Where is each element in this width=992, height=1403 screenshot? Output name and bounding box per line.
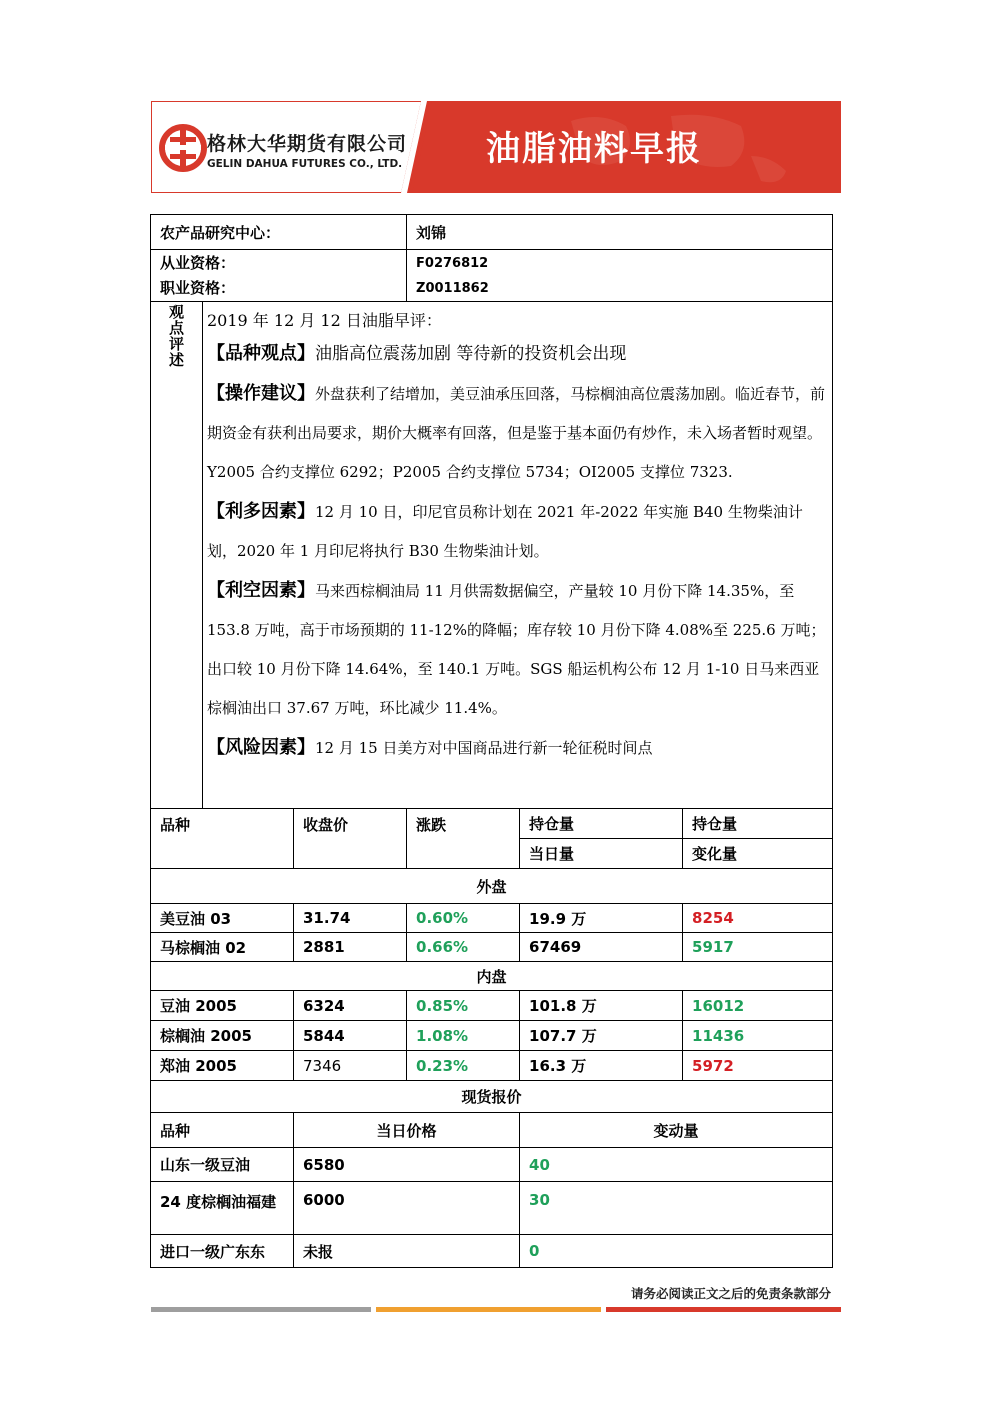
- cert2-value: Z0011862: [416, 280, 489, 296]
- change-cell: 0.85%: [407, 991, 520, 1021]
- oi-change-cell: 5972: [683, 1051, 833, 1081]
- table-row: [151, 991, 833, 1021]
- table-row: [151, 1148, 833, 1182]
- certification-row: [151, 250, 833, 302]
- header-variety: 品种: [151, 809, 294, 869]
- close-cell: 5844: [294, 1021, 407, 1051]
- analyst-name: 刘锦: [407, 215, 833, 250]
- company-name-cn: 格林大华期货有限公司: [207, 133, 408, 155]
- commentary-body: [203, 302, 833, 809]
- footer-color-bar: [151, 1307, 841, 1312]
- advice-tag: 【操作建议】: [207, 383, 315, 404]
- variety-cell: 郑油 2005: [151, 1051, 294, 1081]
- table-row: [151, 904, 833, 933]
- report-table: [150, 214, 833, 1268]
- spot-section-row: [151, 1081, 833, 1113]
- risk-tag: 【风险因素】: [207, 737, 315, 758]
- close-cell: 6324: [294, 991, 407, 1021]
- spot-price-cell: 6580: [294, 1148, 520, 1182]
- oi-change-cell: 16012: [683, 991, 833, 1021]
- close-cell: 31.74: [294, 904, 407, 933]
- bearish-tag: 【利空因素】: [207, 580, 315, 601]
- header-oi-top: 持仓量: [520, 809, 683, 839]
- change-cell: 0.66%: [407, 933, 520, 962]
- table-row: [151, 933, 833, 962]
- variety-cell: 马棕榈油 02: [151, 933, 294, 962]
- spot-header-change: 变动量: [520, 1113, 833, 1148]
- spot-price-cell: 6000: [294, 1182, 520, 1235]
- section-foreign: 外盘: [151, 869, 833, 904]
- oi-change-cell: 11436: [683, 1021, 833, 1051]
- spot-change-cell: 40: [520, 1148, 833, 1182]
- oi-cell: 101.8 万: [520, 991, 683, 1021]
- change-cell: 0.60%: [407, 904, 520, 933]
- cert1-value: F0276812: [416, 255, 489, 271]
- table-row: [151, 1182, 833, 1235]
- advice-text: 外盘获利了结增加，美豆油承压回落，马棕榈油高位震荡加剧。临近春节，前期资金有获利出局要求，期价大概率有回落，但是鉴于基本面仍有炒作，未入场者暂时观望。Y2005 合约支撑位 6292；P2005 合约支撑位 5734；OI2005 支撑位 7323.: [207, 385, 826, 481]
- oi-change-cell: 8254: [683, 904, 833, 933]
- header-oi-bottom: 当日量: [520, 839, 683, 869]
- research-center-label: 农产品研究中心：: [151, 215, 407, 250]
- oi-cell: 19.9 万: [520, 904, 683, 933]
- section-domestic: 内盘: [151, 962, 833, 991]
- risk-text: 12 月 15 日美方对中国商品进行新一轮征税时间点: [315, 739, 653, 757]
- analyst-row: [151, 215, 833, 250]
- cert1-label: 从业资格：: [160, 253, 236, 272]
- commentary-side-label: 观 点 评 述: [151, 302, 203, 809]
- change-cell: 1.08%: [407, 1021, 520, 1051]
- oi-cell: 16.3 万: [520, 1051, 683, 1081]
- company-name-en: GELIN DAHUA FUTURES CO., LTD.: [207, 158, 403, 170]
- header-close: 收盘价: [294, 809, 407, 869]
- change-cell: 0.23%: [407, 1051, 520, 1081]
- oi-cell: 107.7 万: [520, 1021, 683, 1051]
- header-change: 涨跌: [407, 809, 520, 869]
- table-row: [151, 1051, 833, 1081]
- spot-header-row: [151, 1113, 833, 1148]
- variety-cell: 美豆油 03: [151, 904, 294, 933]
- table-row: [151, 1235, 833, 1268]
- oi-cell: 67469: [520, 933, 683, 962]
- spot-variety-cell: 24 度棕榈油福建: [151, 1182, 294, 1235]
- spot-price-cell: 未报: [294, 1235, 520, 1268]
- spot-variety-cell: 进口一级广东东: [151, 1235, 294, 1268]
- report-title: 油脂油料早报: [486, 129, 702, 169]
- bullish-text: 12 月 10 日，印尼官员称计划在 2021 年-2022 年实施 B40 生物柴油计划，2020 年 1 月印尼将执行 B30 生物柴油计划。: [207, 503, 803, 560]
- company-logo-icon: [162, 127, 204, 169]
- view-tag: 【品种观点】: [207, 343, 315, 364]
- cert2-label: 职业资格：: [160, 278, 236, 297]
- commentary-title: 2019 年 12 月 12 日油脂早评：: [207, 311, 442, 330]
- table-row: [151, 1021, 833, 1051]
- section-domestic-row: [151, 962, 833, 991]
- variety-cell: 棕榈油 2005: [151, 1021, 294, 1051]
- report-header: [151, 101, 841, 193]
- bullish-tag: 【利多因素】: [207, 501, 315, 522]
- close-cell: 2881: [294, 933, 407, 962]
- close-cell: 7346: [294, 1051, 407, 1081]
- oi-change-cell: 5917: [683, 933, 833, 962]
- bearish-text: 马来西棕榈油局 11 月供需数据偏空，产量较 10 月份下降 14.35%，至 153.8 万吨，高于市场预期的 11-12%的降幅；库存较 10 月份下降 4.08%至 225.6 万吨；出口较 10 月份下降 14.64%，至 140.1 万吨。SGS 船运机构公布 12 月 1-10 日马来西亚棕榈油出口 37.67 万吨，环比减少 11.4%。: [207, 582, 826, 717]
- section-spot: 现货报价: [151, 1081, 833, 1113]
- disclaimer-note: 请务必阅读正文之后的免责条款部分: [630, 1286, 831, 1301]
- spot-change-cell: 30: [520, 1182, 833, 1235]
- spot-header-price: 当日价格: [294, 1113, 520, 1148]
- spot-variety-cell: 山东一级豆油: [151, 1148, 294, 1182]
- commentary-row: [151, 302, 833, 809]
- futures-header-row-1: [151, 809, 833, 839]
- header-oi-change-bottom: 变化量: [683, 839, 833, 869]
- spot-header-variety: 品种: [151, 1113, 294, 1148]
- view-text: 油脂高位震荡加剧 等待新的投资机会出现: [315, 344, 627, 364]
- header-oi-change-top: 持仓量: [683, 809, 833, 839]
- section-foreign-row: [151, 869, 833, 904]
- spot-change-cell: 0: [520, 1235, 833, 1268]
- variety-cell: 豆油 2005: [151, 991, 294, 1021]
